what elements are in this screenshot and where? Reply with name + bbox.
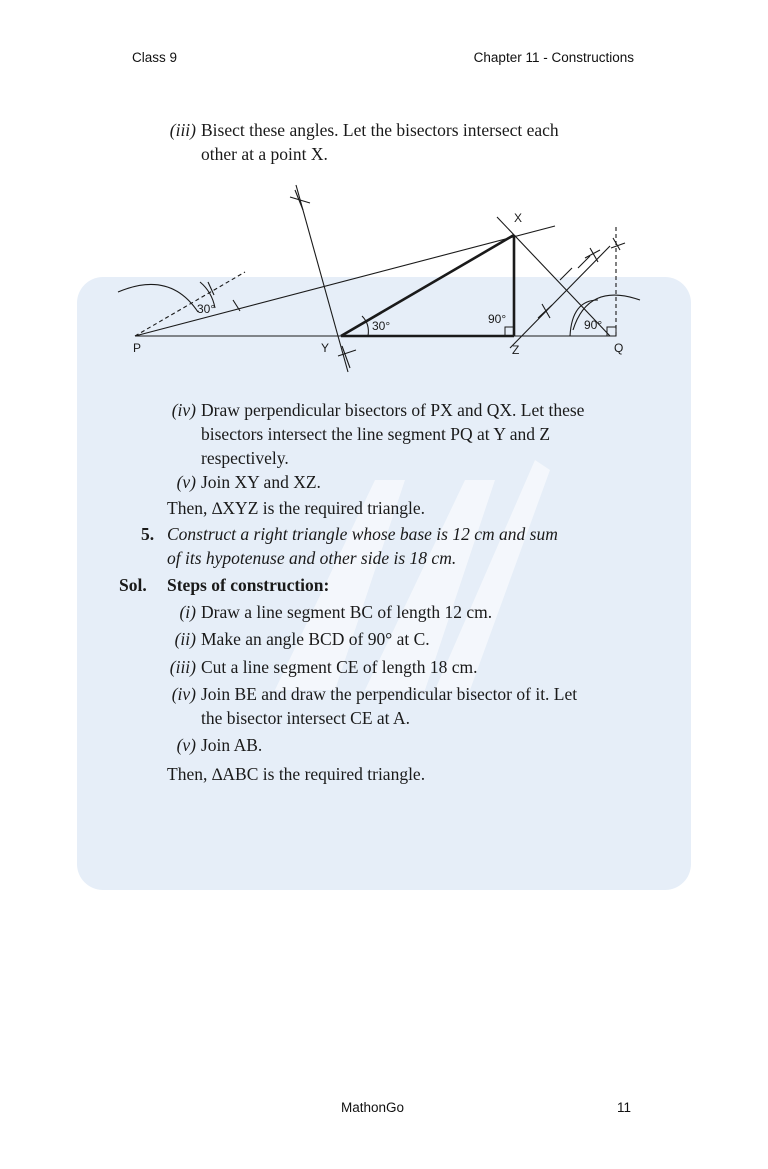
question-text: of its hypotenuse and other side is 18 cm. <box>167 548 457 568</box>
solution-label: Sol. <box>119 575 147 595</box>
step-text: bisectors intersect the line segment PQ at Y and Z <box>201 424 551 444</box>
step-text: other at a point X. <box>201 144 328 164</box>
step-number: (iv) <box>171 684 196 704</box>
angle-label-p: 30° <box>197 302 216 316</box>
label-p: P <box>133 341 142 355</box>
question-number: 5. <box>141 524 155 544</box>
conclusion-text: Then, ∆ABC is the required triangle. <box>167 764 426 784</box>
step-text: Cut a line segment CE of length 18 cm. <box>201 657 478 677</box>
arc-p <box>118 284 198 312</box>
angle-label-z: 90° <box>488 312 507 326</box>
step-text: Draw perpendicular bisectors of PX and QX. Let these <box>201 400 585 420</box>
label-q: Q <box>614 341 624 355</box>
step-number: (iii) <box>169 120 196 140</box>
step-text: Join BE and draw the perpendicular bisector of it. Let <box>201 684 578 704</box>
step-number: (i) <box>179 602 196 622</box>
bisector-p <box>135 272 245 336</box>
conclusion-text: Then, ∆XYZ is the required triangle. <box>167 498 426 518</box>
solution-heading: Steps of construction: <box>167 575 330 595</box>
step-number: (ii) <box>174 629 196 649</box>
bisector-qx <box>510 246 610 348</box>
step-number: (iv) <box>171 400 196 420</box>
step-text: Join XY and XZ. <box>201 472 321 492</box>
step-text: Join AB. <box>201 735 263 755</box>
angle-label-q: 90° <box>584 318 603 332</box>
step-text: Draw a line segment BC of length 12 cm. <box>201 602 493 622</box>
step-text: Bisect these angles. Let the bisectors intersect each <box>201 120 559 140</box>
step-number: (v) <box>176 472 196 492</box>
step-number: (v) <box>176 735 196 755</box>
step-number: (iii) <box>169 657 196 677</box>
arc-mark <box>560 238 625 280</box>
label-x: X <box>514 211 523 225</box>
arc-y <box>362 316 368 336</box>
header-chapter: Chapter 11 - Constructions <box>473 50 634 65</box>
header-class: Class 9 <box>132 50 178 65</box>
step-text: Make an angle BCD of 90° at C. <box>201 629 430 649</box>
step-text: respectively. <box>201 448 289 468</box>
label-y: Y <box>321 341 330 355</box>
construction-figure <box>0 0 768 400</box>
question-text: Construct a right triangle whose base is 12 cm and sum <box>167 524 558 544</box>
right-angle-z <box>505 327 514 336</box>
angle-label-y: 30° <box>372 319 391 333</box>
page-number: 11 <box>617 1100 632 1115</box>
step-text: the bisector intersect CE at A. <box>201 708 410 728</box>
label-z: Z <box>512 343 520 357</box>
arc-mark <box>538 248 600 318</box>
footer-brand: MathonGo <box>341 1100 405 1115</box>
